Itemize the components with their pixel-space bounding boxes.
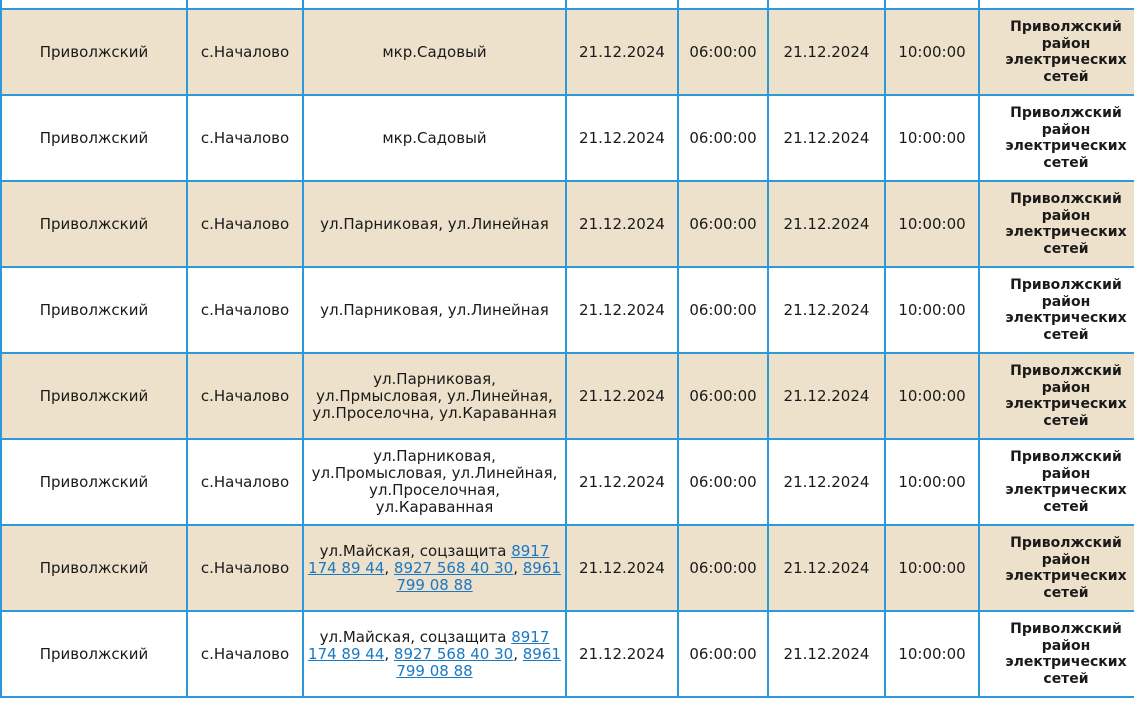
- table-row: [1, 181, 1134, 267]
- table-cell: [678, 0, 768, 9]
- end-date-cell: 21.12.2024: [768, 181, 885, 267]
- end-time-cell: 10:00:00: [885, 95, 979, 181]
- phone-link[interactable]: 8961 799 08 88: [396, 644, 561, 680]
- streets-text: ,: [513, 644, 523, 663]
- organization-cell: Приволжский район электрических сетей: [979, 95, 1134, 181]
- streets-text: мкр.Садовый: [382, 128, 487, 147]
- start-date-cell: 21.12.2024: [566, 95, 678, 181]
- streets-text: ,: [384, 644, 394, 663]
- end-time-cell: 10:00:00: [885, 267, 979, 353]
- end-time-cell: 10:00:00: [885, 439, 979, 525]
- table-cell: [303, 0, 566, 9]
- streets-text: мкр.Садовый: [382, 42, 487, 61]
- streets-text: ул.Парниковая, ул.Линейная: [320, 214, 549, 233]
- table-row: [1, 95, 1134, 181]
- table-row: [1, 353, 1134, 439]
- organization-cell: Приволжский район электрических сетей: [979, 439, 1134, 525]
- start-date-cell: 21.12.2024: [566, 611, 678, 697]
- table-cell: [187, 0, 303, 9]
- district-cell: Приволжский: [1, 9, 187, 95]
- organization-cell: Приволжский район электрических сетей: [979, 525, 1134, 611]
- district-cell: Приволжский: [1, 95, 187, 181]
- end-date-cell: 21.12.2024: [768, 95, 885, 181]
- table-row: [1, 9, 1134, 95]
- start-time-cell: 06:00:00: [678, 439, 768, 525]
- streets-cell: [303, 525, 566, 611]
- end-date-cell: 21.12.2024: [768, 9, 885, 95]
- organization-cell: Приволжский район электрических сетей: [979, 267, 1134, 353]
- end-date-cell: 21.12.2024: [768, 267, 885, 353]
- district-cell: Приволжский: [1, 439, 187, 525]
- district-cell: Приволжский: [1, 267, 187, 353]
- phone-link[interactable]: 8927 568 40 30: [393, 558, 514, 577]
- end-date-cell: 21.12.2024: [768, 611, 885, 697]
- locality-cell: с.Началово: [187, 353, 303, 439]
- streets-cell: [303, 267, 566, 353]
- start-date-cell: 21.12.2024: [566, 525, 678, 611]
- table-body: [1, 0, 1134, 697]
- start-date-cell: 21.12.2024: [566, 353, 678, 439]
- table-cell: [885, 0, 979, 9]
- start-time-cell: 06:00:00: [678, 181, 768, 267]
- table-row: [1, 267, 1134, 353]
- streets-text: ул.Парниковая, ул.Промысловая, ул.Линейная, ул.Проселочная, ул.Караванная: [311, 447, 558, 516]
- start-time-cell: 06:00:00: [678, 353, 768, 439]
- end-time-cell: 10:00:00: [885, 181, 979, 267]
- locality-cell: с.Началово: [187, 9, 303, 95]
- organization-cell: Приволжский район электрических сетей: [979, 181, 1134, 267]
- organization-cell: Приволжский район электрических сетей: [979, 611, 1134, 697]
- streets-text: ул.Майская, соцзащита: [319, 627, 512, 646]
- streets-cell: [303, 611, 566, 697]
- locality-cell: с.Началово: [187, 181, 303, 267]
- end-time-cell: 10:00:00: [885, 611, 979, 697]
- end-time-cell: 10:00:00: [885, 353, 979, 439]
- district-cell: Приволжский: [1, 611, 187, 697]
- end-time-cell: 10:00:00: [885, 9, 979, 95]
- locality-cell: с.Началово: [187, 267, 303, 353]
- streets-cell: [303, 181, 566, 267]
- phone-link[interactable]: 8961 799 08 88: [396, 558, 561, 594]
- streets-cell: [303, 95, 566, 181]
- start-time-cell: 06:00:00: [678, 9, 768, 95]
- start-time-cell: 06:00:00: [678, 267, 768, 353]
- start-date-cell: 21.12.2024: [566, 181, 678, 267]
- phone-link[interactable]: 8917 174 89 44: [308, 541, 550, 577]
- end-time-cell: 10:00:00: [885, 525, 979, 611]
- organization-cell: Приволжский район электрических сетей: [979, 353, 1134, 439]
- table-cell: [566, 0, 678, 9]
- table-cell: [979, 0, 1134, 9]
- phone-link[interactable]: 8917 174 89 44: [308, 627, 550, 663]
- locality-cell: с.Началово: [187, 95, 303, 181]
- district-cell: Приволжский: [1, 181, 187, 267]
- streets-text: ,: [513, 558, 523, 577]
- start-date-cell: 21.12.2024: [566, 9, 678, 95]
- streets-text: ,: [384, 558, 394, 577]
- table-cell: [768, 0, 885, 9]
- locality-cell: с.Началово: [187, 611, 303, 697]
- district-cell: Приволжский: [1, 353, 187, 439]
- organization-cell: Приволжский район электрических сетей: [979, 9, 1134, 95]
- locality-cell: с.Началово: [187, 525, 303, 611]
- start-date-cell: 21.12.2024: [566, 439, 678, 525]
- start-date-cell: 21.12.2024: [566, 267, 678, 353]
- end-date-cell: 21.12.2024: [768, 525, 885, 611]
- table-row: [1, 525, 1134, 611]
- streets-text: ул.Майская, соцзащита: [319, 541, 512, 560]
- table-row-partial: [1, 0, 1134, 9]
- table-row: [1, 611, 1134, 697]
- table-row: [1, 439, 1134, 525]
- locality-cell: с.Началово: [187, 439, 303, 525]
- district-cell: Приволжский: [1, 525, 187, 611]
- end-date-cell: 21.12.2024: [768, 439, 885, 525]
- streets-text: ул.Парниковая, ул.Линейная: [320, 300, 549, 319]
- end-date-cell: 21.12.2024: [768, 353, 885, 439]
- streets-cell: [303, 9, 566, 95]
- start-time-cell: 06:00:00: [678, 525, 768, 611]
- phone-link[interactable]: 8927 568 40 30: [393, 644, 514, 663]
- streets-text: ул.Парниковая, ул.Прмысловая, ул.Линейная, ул.Проселочна, ул.Караванная: [312, 369, 557, 422]
- streets-cell: [303, 353, 566, 439]
- streets-cell: [303, 439, 566, 525]
- start-time-cell: 06:00:00: [678, 95, 768, 181]
- start-time-cell: 06:00:00: [678, 611, 768, 697]
- table-cell: [1, 0, 187, 9]
